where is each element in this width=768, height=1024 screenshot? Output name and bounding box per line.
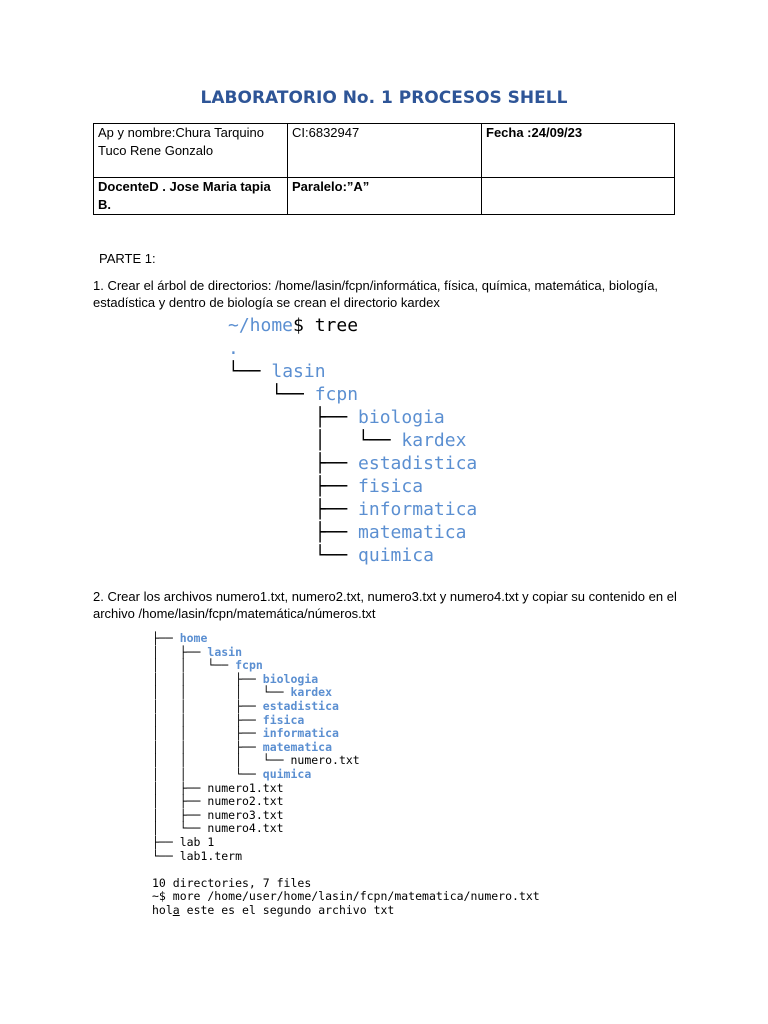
dir-lasin: lasin [207,644,243,659]
parallel-cell: Paralelo:”A” [288,178,482,215]
tree-output-2: ├── home │ ├── lasin │ │ └── fcpn │ │ ├── biologia │ │ │ └── kardex │ │ ├── estadistica │ │ ├── fisica │ │ ├── informatica │ │ ├── matematica │ │ │ └── numero.txt │ │ └── quimica │ ├── numero1.txt │ ├── numero2.txt │ ├── numero3.txt │ └── numero4.txt ├── lab 1 └── lab1.term 10 directories, 7 files ~$ more /home/user/home/lasin/fcpn/matematica/numero.txt hola este es el segundo archivo txt [152,631,540,917]
file-lab1: lab 1 [179,834,215,849]
prompt-dollar: $ [293,315,315,336]
dir-kardex: kardex [401,430,467,451]
dir-biologia: biologia [358,407,445,428]
document-title: LABORATORIO No. 1 PROCESOS SHELL [200,88,568,108]
task-1-text: 1. Crear el árbol de directorios: /home/lasin/fcpn/informática, física, química, matemática, biología, estadística y dentro de biología se crean el directorio kardex [93,278,659,310]
command-output [152,903,394,917]
dir-informatica: informatica [262,726,339,741]
dir-informatica: informatica [358,499,478,520]
empty-cell [482,178,675,215]
tree-output-1: ~/home$ tree . └── lasin └── fcpn ├── biologia │ └── kardex ├── estadistica ├── fisica ├── informatica ├── matematica └── quimica [228,315,478,566]
task-2-text: 2. Crear los archivos numero1.txt, numero2.txt, numero3.txt y numero4.txt y copiar su contenido en el archivo /home/lasin/fcpn/matemática/números.txt [93,589,677,621]
file-numero: numero.txt [290,753,360,768]
dir-home: home [179,631,208,645]
tree-root: . [228,338,239,359]
dir-matematica: matematica [262,739,333,754]
prompt-path: ~/home [228,315,294,336]
section-heading: PARTE 1: [99,251,156,266]
dir-fcpn: fcpn [314,384,359,405]
file-numero3: numero3.txt [207,807,284,822]
file-numero1: numero1.txt [207,780,284,795]
dir-matematica: matematica [358,522,467,543]
file-numero4: numero4.txt [207,821,284,836]
dir-fisica: fisica [262,712,305,727]
dir-quimica: quimica [262,766,312,781]
tree-summary: 10 directories, 7 files [152,875,312,890]
student-name-cell: Ap y nombre:Chura Tarquino Tuco Rene Gonzalo [94,124,288,178]
text-cursor: a [172,902,180,917]
output-text-end: este es el segundo archivo txt [179,902,395,917]
teacher-cell: DocenteD . Jose Maria tapia B. [94,178,288,215]
dir-fisica: fisica [358,476,424,497]
ci-cell: CI:6832947 [288,124,482,178]
file-numero2: numero2.txt [207,794,284,809]
date-cell: Fecha :24/09/23 [482,124,675,178]
dir-estadistica: estadistica [262,698,339,713]
tree-command: tree [314,315,359,336]
dir-kardex: kardex [290,685,333,700]
output-text-start: hol [152,902,173,917]
more-command: ~$ more /home/user/home/lasin/fcpn/matematica/numero.txt [152,889,540,904]
dir-estadistica: estadistica [358,453,478,474]
file-lab1-term: lab1.term [179,848,243,863]
header-table [93,123,675,215]
dir-quimica: quimica [358,545,434,566]
dir-biologia: biologia [262,671,319,686]
dir-fcpn: fcpn [235,658,263,673]
dir-lasin: lasin [271,361,326,382]
